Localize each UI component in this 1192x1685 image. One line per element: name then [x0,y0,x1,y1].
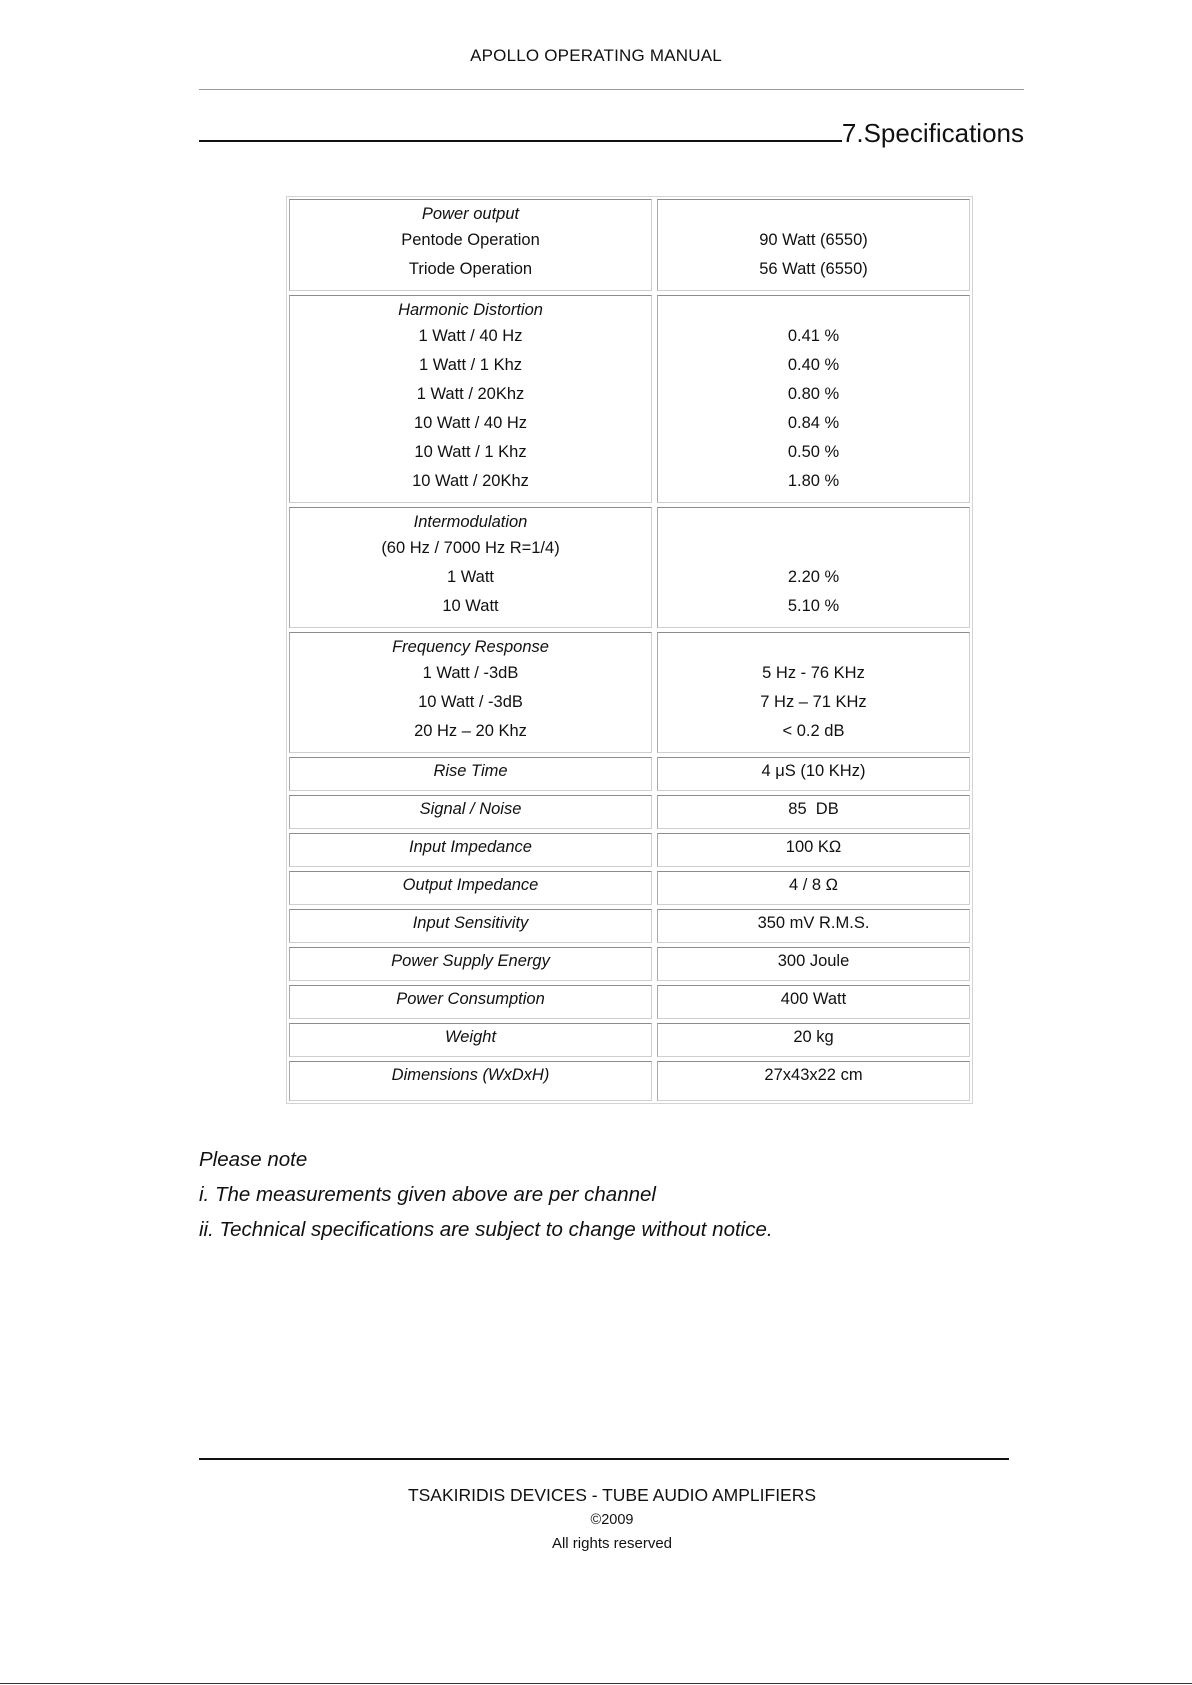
section-title: 7.Specifications [841,118,1024,148]
spec-label: Input Sensitivity [289,909,652,943]
spec-label-cell [289,507,652,628]
spec-label: Output Impedance [289,871,652,905]
spec-value-cell [657,295,970,503]
spec-group-subtitle: (60 Hz / 7000 Hz R=1/4) [381,539,560,557]
header-divider [199,89,1024,90]
section-heading-underline [199,140,842,142]
spec-value: 2.20 % [787,568,840,586]
spec-group-title: Harmonic Distortion [398,301,543,319]
spec-label: 1 Watt / 40 Hz [418,327,523,345]
spec-label: Power Consumption [289,985,652,1019]
footer-rights: All rights reserved [551,1535,673,1552]
spec-value: 100 KΩ [657,833,970,867]
page-bottom-edge [0,1683,1192,1684]
spec-value: 7 Hz – 71 KHz [760,693,867,711]
spec-label: Rise Time [289,757,652,791]
spec-value: 300 Joule [657,947,970,981]
spec-label: 10 Watt / 1 Khz [414,443,527,461]
notes-section [199,1146,773,1251]
spec-row-dimensions [289,1061,970,1101]
spec-value: 350 mV R.M.S. [657,909,970,943]
spec-label: Signal / Noise [289,795,652,829]
spec-label: Triode Operation [408,260,533,278]
spec-label: 20 Hz – 20 Khz [414,722,527,740]
section-heading [199,118,1024,148]
spec-row-power-consumption [289,985,970,1019]
spec-value: 4 μS (10 KHz) [657,757,970,791]
spec-label: Weight [289,1023,652,1057]
spec-label: 10 Watt / 20Khz [412,472,529,490]
spec-value: 400 Watt [657,985,970,1019]
spec-row-power-supply-energy [289,947,970,981]
spec-value: 0.40 % [787,356,840,374]
spec-group-intermodulation [289,507,970,628]
spec-label: Power Supply Energy [289,947,652,981]
footer-company: TSAKIRIDIS DEVICES - TUBE AUDIO AMPLIFIERS [407,1485,817,1505]
spec-value: 0.41 % [787,327,840,345]
spec-value: 90 Watt (6550) [759,231,868,249]
spec-label: 1 Watt / -3dB [422,664,519,682]
spec-value-cell [657,199,970,291]
spec-group-frequency-response [289,632,970,753]
spec-value: 20 kg [657,1023,970,1057]
spec-label: 1 Watt [446,568,495,586]
spec-label: 10 Watt / 40 Hz [413,414,528,432]
spec-value: 56 Watt (6550) [759,260,868,278]
spec-row-signal-noise [289,795,970,829]
specifications-table [286,196,973,1104]
spec-value: 27x43x22 cm [657,1061,970,1101]
spec-group-title: Frequency Response [392,638,549,656]
spec-group-title: Power output [421,205,520,223]
note-item: ii. Technical specifications are subject to change without notice. [199,1218,773,1241]
spec-label-cell [289,199,652,291]
spec-value: < 0.2 dB [782,722,845,740]
spec-label: Input Impedance [289,833,652,867]
spec-row-input-impedance [289,833,970,867]
spec-value-cell [657,632,970,753]
spec-row-weight [289,1023,970,1057]
spec-label-cell [289,295,652,503]
spec-label-cell [289,632,652,753]
spec-group-harmonic-distortion [289,295,970,503]
spec-row-input-sensitivity [289,909,970,943]
spec-value: 4 / 8 Ω [657,871,970,905]
spec-row-output-impedance [289,871,970,905]
spec-group-power-output [289,199,970,291]
spec-value: 5 Hz - 76 KHz [762,664,865,682]
footer-copyright: ©2009 [590,1512,634,1528]
spec-label: Dimensions (WxDxH) [289,1061,652,1101]
spec-label: 10 Watt / -3dB [418,693,523,711]
spec-label: 10 Watt [442,597,499,615]
spec-group-title: Intermodulation [413,513,528,531]
spec-value: 0.80 % [787,385,840,403]
spec-value: 0.50 % [787,443,840,461]
note-item: i. The measurements given above are per channel [199,1183,656,1206]
spec-value: 5.10 % [787,597,840,615]
footer-divider [199,1458,1009,1460]
spec-value: 85 DB [657,795,970,829]
spec-label: Pentode Operation [401,231,540,249]
spec-value-cell [657,507,970,628]
spec-value: 1.80 % [787,472,840,490]
spec-value: 0.84 % [787,414,840,432]
page-header-title: APOLLO OPERATING MANUAL [470,46,722,65]
notes-heading: Please note [199,1148,308,1171]
spec-row-rise-time [289,757,970,791]
spec-label: 1 Watt / 20Khz [416,385,525,403]
spec-label: 1 Watt / 1 Khz [418,356,522,374]
